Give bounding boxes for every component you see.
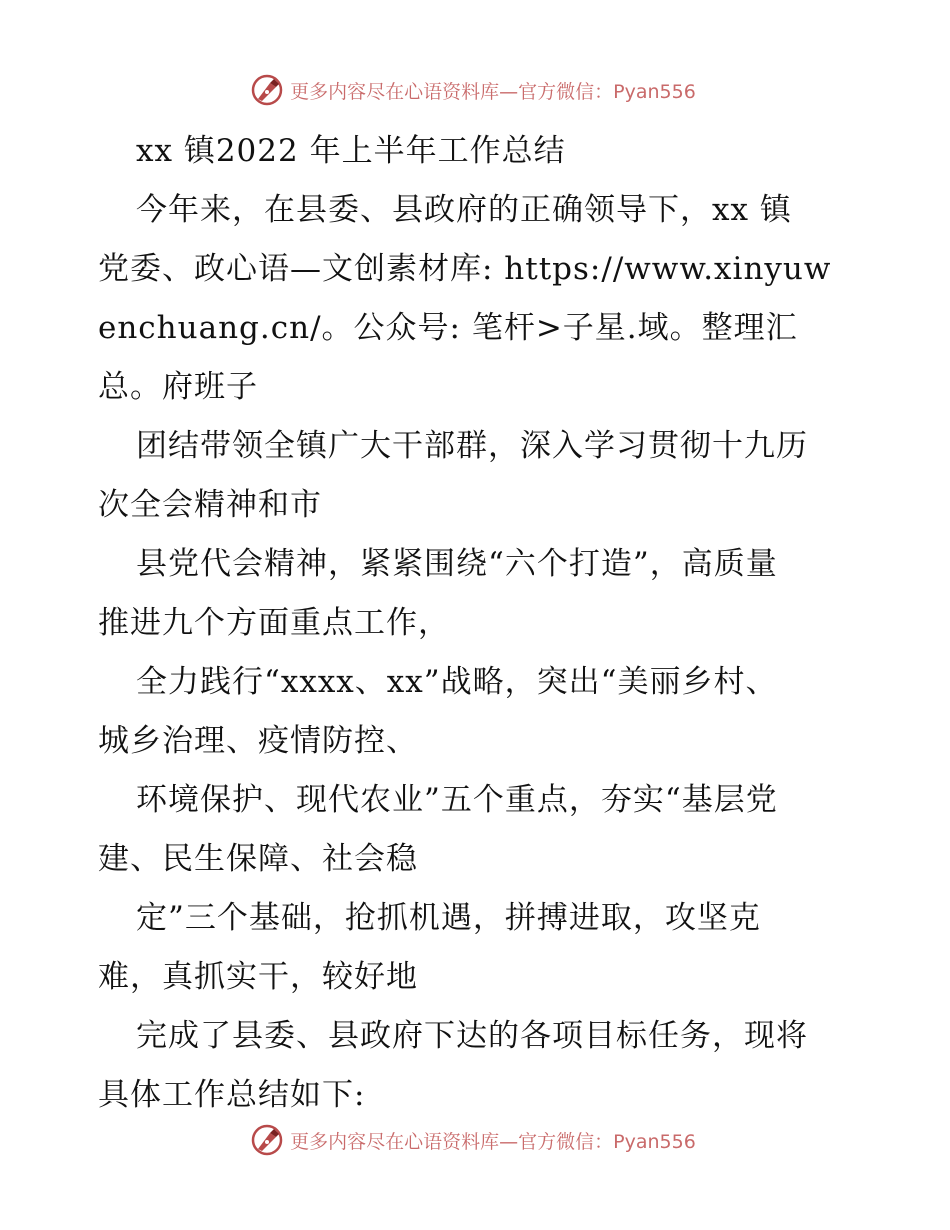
doc-line: 次全会精神和市: [98, 487, 322, 523]
doc-line: 完成了县委、县政府下达的各项目标任务，现将: [136, 1018, 808, 1054]
footer-banner-inner: [250, 1123, 696, 1157]
header-banner-inner: [250, 73, 696, 107]
footer-banner-text: 更多内容尽在心语资料库—官方微信：Pyan556: [290, 1130, 696, 1153]
doc-line: 具体工作总结如下:: [98, 1077, 366, 1113]
doc-line: enchuang.cn/。公众号: 笔杆>子星.域。整理汇: [98, 310, 798, 346]
doc-line: 难，真抓实干，较好地: [98, 959, 418, 995]
doc-line: 建、民生保障、社会稳: [98, 841, 418, 877]
header-banner-text: 更多内容尽在心语资料库—官方微信：Pyan556: [290, 80, 696, 103]
header-banner: [0, 70, 950, 110]
doc-line: 环境保护、现代农业”五个重点，夯实“基层党: [136, 782, 778, 818]
doc-line: 定”三个基础，抢抓机遇，拼搏进取，攻坚克: [136, 900, 761, 936]
doc-line: 今年来，在县委、县政府的正确领导下，xx 镇: [136, 192, 792, 228]
doc-line: 推进九个方面重点工作，: [98, 605, 450, 641]
doc-line: 城乡治理、疫情防控、: [98, 723, 418, 759]
doc-line: 团结带领全镇广大干部群，深入学习贯彻十九历: [136, 428, 808, 464]
doc-line: 党委、政心语—文创素材库: https://www.xinyuw: [98, 251, 832, 287]
pen-nib-logo-icon: [250, 1123, 284, 1157]
document-body: [98, 122, 858, 1125]
doc-line: 县党代会精神，紧紧围绕“六个打造”，高质量: [136, 546, 778, 582]
doc-line: 全力践行“xxxx、xx”战略，突出“美丽乡村、: [136, 664, 778, 700]
doc-line: 总。府班子: [98, 369, 258, 405]
doc-title: xx 镇2022 年上半年工作总结: [136, 133, 566, 169]
footer-banner: [0, 1120, 950, 1160]
pen-nib-logo-icon: [250, 73, 284, 107]
